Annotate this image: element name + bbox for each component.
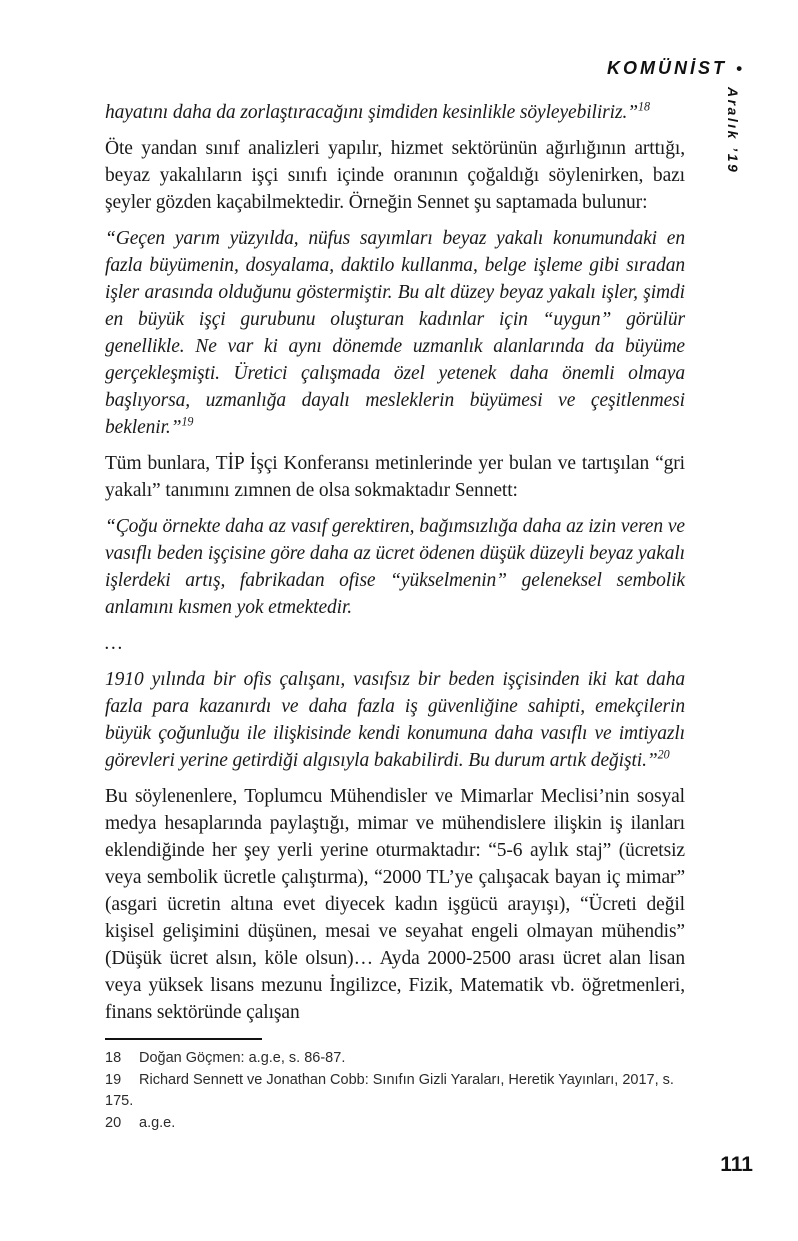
bullet-icon: • <box>736 59 742 78</box>
footnote-ref-18: 18 <box>638 99 650 114</box>
blockquote-sennett-1-text: “Geçen yarım yüzyılda, nüfus sayımları beyaz yakalı konumundaki en fazla büyümenin, dosyalama, daktilo kullanma, belge işleme gibi sıradan işler arasında olduğunu göstermiştir. Bu alt düzey beyaz yakalı işler, şimdi en büyük işçi gurubunu oluşturan kadınlar için “uygun” görülür genellikle. Ne var ki aynı dönemde uzmanlık alanlarında da büyüme gerçekleşmişti. Üretici çalışmada özel yetenek daha önemli olmaya başlıyorsa, uzmanlığa dayalı mesleklerin büyümesi ve çeşitlenmesi beklenir.” <box>105 228 685 438</box>
footnotes-section <box>105 1038 697 1135</box>
footnote-19-text: Richard Sennett ve Jonathan Cobb: Sınıfın Gizli Yaraları, Heretik Yayınları, 2017, s. 175. <box>105 1072 674 1109</box>
footnote-ref-19: 19 <box>181 414 194 429</box>
footnote-20 <box>105 1113 697 1134</box>
ellipsis-line: … <box>105 633 125 654</box>
page-body <box>105 99 685 1035</box>
footnote-18-number: 18 <box>105 1050 122 1066</box>
footnote-separator-rule <box>105 1038 262 1040</box>
footnote-19 <box>105 1070 697 1112</box>
issue-date-label: Aralık ’19 <box>725 87 741 175</box>
blockquote-sennett-3 <box>105 666 685 774</box>
carryover-quote-text: hayatını daha da zorlaştıracağını şimdiden kesinlikle söyleyebiliriz.” <box>105 102 638 123</box>
carryover-quote-line <box>105 99 685 126</box>
paragraph-tum-bunlara: Tüm bunlara, TİP İşçi Konferansı metinlerinde yer bulan ve tartışılan “gri yakalı” tanımını zımnen de olsa sokmaktadır Sennett: <box>105 453 685 501</box>
footnote-19-number: 19 <box>105 1072 122 1088</box>
paragraph-ote-yandan: Öte yandan sınıf analizleri yapılır, hizmet sektörünün ağırlığının arttığı, beyaz yakalıların işçi sınıfı içinde oranının çoğaldığı söylenirken, bazı şeyler gözden kaçabilmektedir. Örneğin Sennet şu saptamada bulunur: <box>105 138 685 213</box>
running-header <box>607 58 742 79</box>
footnote-18 <box>105 1048 697 1069</box>
page-number: 111 <box>720 1153 753 1176</box>
paragraph-bu-soylenenlere: Bu söylenenlere, Toplumcu Mühendisler ve Mimarlar Meclisi’nin sosyal medya hesaplarında paylaştığı, mimar ve mühendislere ilişkin iş ilanları eklendiğinde her şey yerli yerine oturmaktadır: “5-6 aylık staj” (ücretsiz veya sembolik ücretle çalıştırma), “2000 TL’ye çalışacak bayan iç mimar” (asgari ücretin altına evet diyecek kadın işgücü arayışı), “Ücreti değil kişisel gelişimini düşünen, mesai ve seyahat engeli olmayan mühendis” (Düşük ücret alsın, köle olsun)… Ayda 2000-2500 arası ücret alan lisan veya yüksek lisans mezunu İngilizce, Fizik, Matematik vb. öğretmenleri, finans sektöründe çalışan <box>105 786 685 1023</box>
journal-title: KOMÜNİST <box>607 58 728 78</box>
blockquote-sennett-1 <box>105 225 685 441</box>
blockquote-sennett-3-text: 1910 yılında bir ofis çalışanı, vasıfsız bir beden işçisinden iki kat daha fazla para kazanırdı ve daha fazla iş güvenliğine sahipti, emekçilerin büyük çoğunluğu ile ilişkisinde kendi konumuna daha vasıflı ve imtiyazlı görevleri yerine getirdiği algısıyla bakabilirdi. Bu durum artık değişti.” <box>105 669 685 771</box>
footnote-20-text: a.g.e. <box>139 1115 176 1131</box>
footnote-ref-20: 20 <box>657 747 670 762</box>
blockquote-sennett-2: “Çoğu örnekte daha az vasıf gerektiren, bağımsızlığa daha az izin veren ve vasıflı beden işçisine göre daha az ücret ödenen düşük düzeyli beyaz yakalı işlerdeki artış, fabrikadan ofise “yükselmenin” geleneksel sembolik anlamını kısmen yok etmektedir. <box>105 516 685 618</box>
footnote-18-text: Doğan Göçmen: a.g.e, s. 86-87. <box>139 1050 346 1066</box>
footnote-20-number: 20 <box>105 1115 122 1131</box>
